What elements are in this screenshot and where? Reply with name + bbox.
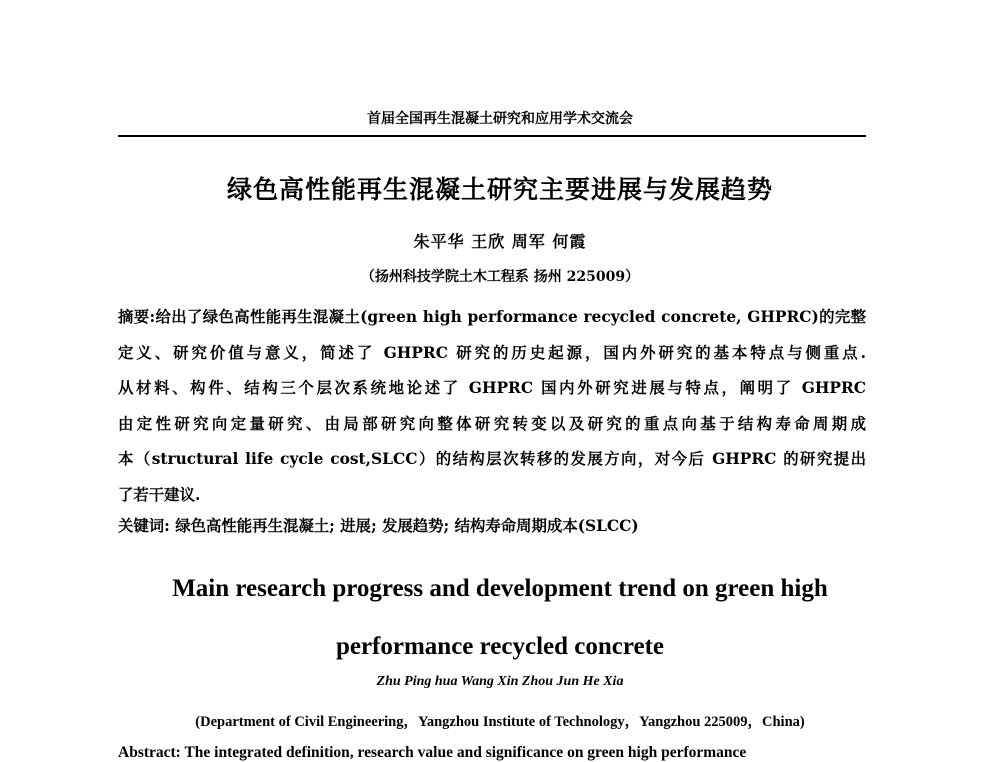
abstract-text: 给出了绿色高性能再生混凝土(green high performance recycled concrete, GHPRC)的完整: [155, 308, 866, 326]
chinese-abstract-line: 由定性研究向定量研究、由局部研究向整体研究转变以及研究的重点向基于结构寿命周期成: [118, 414, 866, 433]
chinese-abstract-line: 定义、研究价值与意义，简述了 GHPRC 研究的历史起源，国内外研究的基本特点与侧重点.: [118, 343, 866, 362]
running-header: 首届全国再生混凝土研究和应用学术交流会: [367, 111, 633, 127]
english-abstract-label: Abstract:: [118, 744, 181, 761]
chinese-abstract-line: 从材料、构件、结构三个层次系统地论述了 GHPRC 国内外研究进展与特点，阐明了 GHPRC: [118, 379, 866, 398]
chinese-abstract-line: [118, 300, 866, 336]
chinese-affiliation: （扬州科技学院土木工程系 扬州 225009）: [360, 269, 640, 285]
chinese-authors: 朱平华 王欣 周军 何霞: [413, 232, 587, 251]
english-abstract: [118, 744, 866, 762]
english-title-line-1: Main research progress and development trend on green high: [172, 575, 828, 602]
header-rule: [118, 135, 866, 137]
chinese-abstract-line: 本（structural life cycle cost,SLCC）的结构层次转移的发展方向，对今后 GHPRC 的研究提出: [118, 450, 866, 469]
english-title-line-2: performance recycled concrete: [335, 633, 665, 660]
keywords-label: 关键词:: [118, 517, 170, 535]
chinese-abstract-line: 了若干建议.: [118, 485, 201, 504]
chinese-title: 绿色高性能再生混凝土研究主要进展与发展趋势: [226, 175, 773, 204]
keywords-text: 绿色高性能再生混凝土; 进展; 发展趋势; 结构寿命周期成本(SLCC): [175, 517, 639, 535]
english-title: [0, 560, 1000, 676]
abstract-label: 摘要:: [118, 308, 156, 326]
chinese-keywords: [118, 514, 866, 536]
chinese-abstract: [118, 300, 866, 514]
english-authors: Zhu Ping hua Wang Xin Zhou Jun He Xia: [376, 674, 624, 689]
english-abstract-text: The integrated definition, research value and significance on green high performance: [184, 744, 747, 761]
english-affiliation: (Department of Civil Engineering，Yangzhou Institute of Technology，Yangzhou 225009，China): [195, 714, 805, 730]
